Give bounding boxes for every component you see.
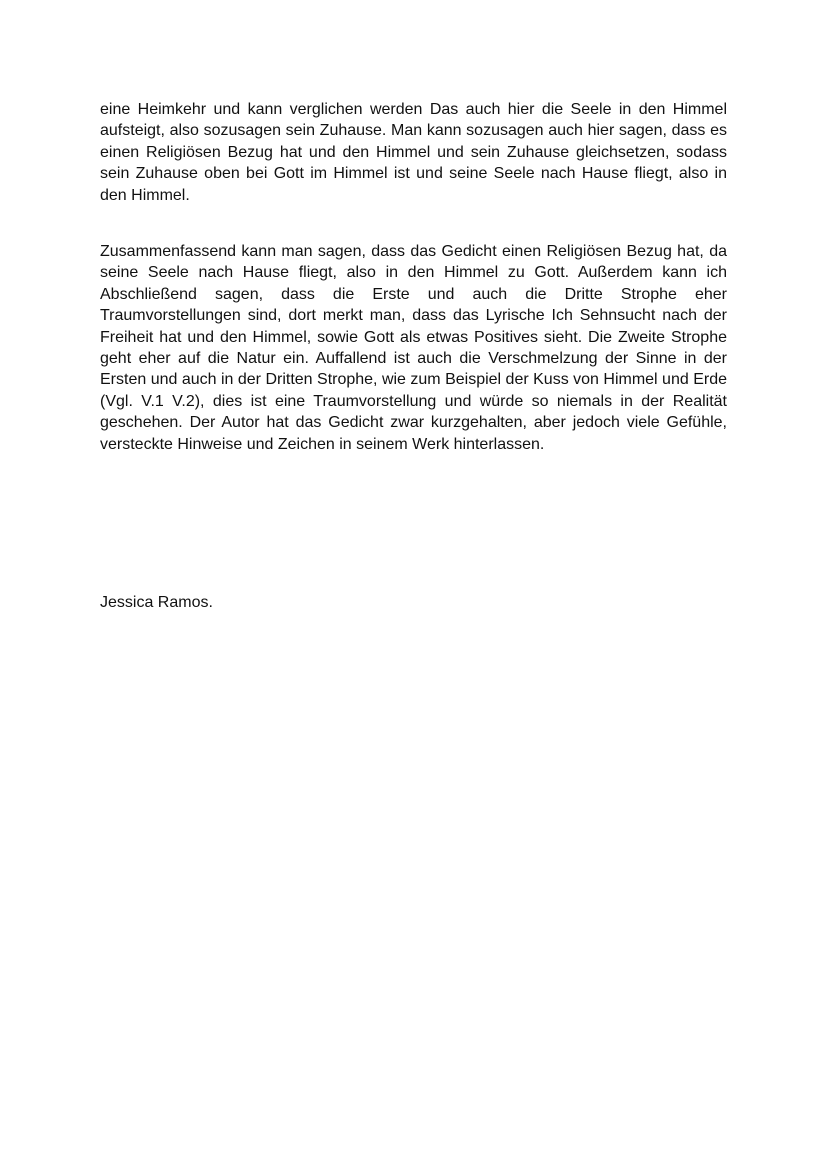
- paragraph-zusammenfassung: Zusammenfassend kann man sagen, dass das Gedicht einen Religiösen Bezug hat, da seine Seele nach Hause fliegt, also in den Himmel zu Gott. Außerdem kann ich Abschließend sagen, dass die Erste und auch die Dritte Strophe eher Traumvorstellungen sind, dort merkt man, dass das Lyrische Ich Sehnsucht nach der Freiheit hat und den Himmel, sowie Gott als etwas Positives sieht. Die Zweite Strophe geht eher auf die Natur ein. Auffallend ist auch die Verschmelzung der Sinne in der Ersten und auch in der Dritten Strophe, wie zum Beispiel der Kuss von Himmel und Erde (Vgl. V.1 V.2), dies ist eine Traumvorstellung und würde so niemals in der Realität geschehen. Der Autor hat das Gedicht zwar kurzgehalten, aber jedoch viele Gefühle, versteckte Hinweise und Zeichen in seinem Werk hinterlassen.: [100, 243, 727, 453]
- author-signature: Jessica Ramos.: [100, 594, 213, 611]
- paragraph-heimkehr: eine Heimkehr und kann verglichen werden Das auch hier die Seele in den Himmel aufsteigt, also sozusagen sein Zuhause. Man kann sozusagen auch hier sagen, dass es einen Religiösen Bezug hat und den Himmel und sein Zuhause gleichsetzen, sodass sein Zuhause oben bei Gott im Himmel ist und seine Seele nach Hause fliegt, also in den Himmel.: [100, 101, 727, 204]
